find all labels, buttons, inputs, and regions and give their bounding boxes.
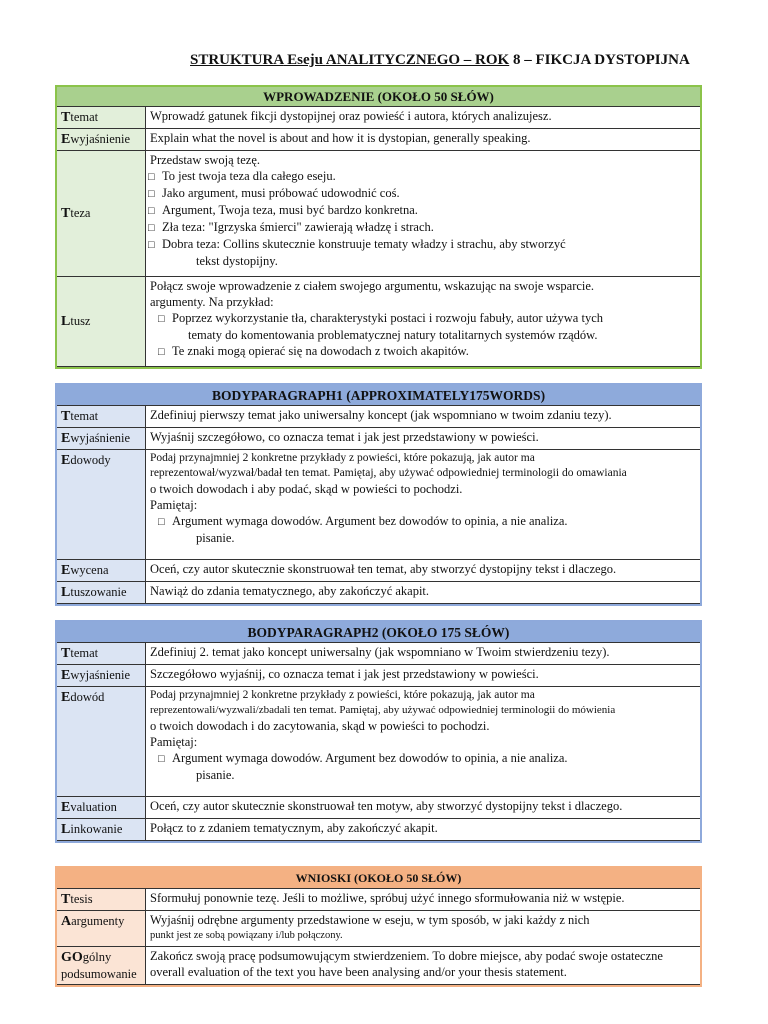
row-text-wyjasnienie: Szczegółowo wyjaśnij, co oznacza temat i jak jest przedstawiony w powieści. <box>146 665 701 687</box>
row-label-cap: L <box>61 822 71 837</box>
row-text-temat: Zdefiniuj pierwszy temat jako uniwersalny koncept (jak wspomniano w twoim zdaniu tezy). <box>146 406 701 428</box>
teza-bullet: □ Zła teza: "Igrzyska śmierci" zawierają władzę i strach. <box>150 219 696 236</box>
row-label-temat <box>57 107 146 129</box>
row-label-wyjasnienie <box>57 665 146 687</box>
row-label-rest: temat <box>70 646 99 660</box>
dowod-line: o twoich dowodach i do zacytowania, skąd w powieści to pochodzi. <box>150 719 490 733</box>
row-text-evaluation: Oceń, czy autor skutecznie skonstruował ten motyw, aby stworzyć dystopijny tekst i dlaczego. <box>146 797 701 819</box>
row-label-tesis <box>57 889 146 911</box>
row-text-ogolny-podsumowanie <box>146 947 701 985</box>
row-label-rest: tusz <box>70 314 91 328</box>
body-paragraph-2-section <box>55 620 702 843</box>
row-label-temat <box>57 643 146 665</box>
row-label-cap: T <box>61 206 71 221</box>
dowod-bullet-continuation: pisanie. <box>196 768 235 782</box>
row-label-rest: argumenty <box>71 914 125 928</box>
tusz-lead: Połącz swoje wprowadzenie z ciałem swojego argumentu, wskazując na swoje wsparcie. <box>150 279 595 293</box>
row-text-tusz <box>146 277 701 367</box>
row-text-temat: Wprowadź gatunek fikcji dystopijnej oraz powieść i autora, których analizujesz. <box>146 107 701 129</box>
podsumowanie-line: overall evaluation of the text you have been analysing and/or your thesis statement. <box>150 965 567 979</box>
conclusion-heading: WNIOSKI (OKOŁO 50 SŁÓW) <box>57 868 700 889</box>
body-paragraph-1-heading: BODYPARAGRAPH1 (APPROXIMATELY175WORDS) <box>57 385 700 406</box>
teza-bullet-continuation: tekst dystopijny. <box>196 254 278 268</box>
row-label-rest: tesis <box>70 892 93 906</box>
row-label-teza <box>57 151 146 277</box>
document-title <box>190 52 766 69</box>
body-paragraph-1-section <box>55 383 702 606</box>
row-label-cap: T <box>61 892 71 907</box>
row-label-wyjasnienie <box>57 428 146 450</box>
row-label-cap: E <box>61 668 71 683</box>
conclusion-section <box>55 866 702 987</box>
row-text-argumenty <box>146 911 701 947</box>
row-label-cap: L <box>61 585 71 600</box>
row-label-cap: E <box>61 563 71 578</box>
row-label-cap: E <box>61 690 71 705</box>
row-label-rest: wyjaśnienie <box>70 132 131 146</box>
row-label-temat <box>57 406 146 428</box>
title-part-2: Eseju <box>283 52 326 68</box>
argumenty-line: Wyjaśnij odrębne argumenty przedstawione w eseju, w tym sposób, w jaki każdy z nich <box>150 913 590 927</box>
row-text-teza <box>146 151 701 277</box>
row-label-cap: T <box>61 409 71 424</box>
row-label-tusz <box>57 277 146 367</box>
body-paragraph-2-heading: BODYPARAGRAPH2 (OKOŁO 175 SŁÓW) <box>57 622 700 643</box>
row-label-rest: wyjaśnienie <box>70 431 131 445</box>
tusz-bullet: □ Te znaki mogą opierać się na dowodach z twoich akapitów. <box>150 343 696 360</box>
teza-bullet: □ To jest twoja teza dla całego eseju. <box>150 168 696 185</box>
title-part-4: 8 – FIKCJA DYSTOPIJNA <box>509 52 690 68</box>
row-text-dowod <box>146 687 701 797</box>
teza-bullet: □ Argument, Twoja teza, musi być bardzo konkretna. <box>150 202 696 219</box>
row-label-argumenty <box>57 911 146 947</box>
row-label-rest: gólny <box>82 950 112 964</box>
row-label-rest: teza <box>70 206 91 220</box>
dowody-line: reprezentował/wyzwał/badał ten temat. Pamiętaj, aby używać odpowiedniej terminologii do omawiania <box>150 467 627 479</box>
dowod-line: Podaj przynajmniej 2 konkretne przykłady z powieści, które pokazują, jak autor ma <box>150 689 535 701</box>
argumenty-line: punkt jest ze sobą powiązany i/lub połączony. <box>150 930 343 941</box>
dowod-bullet: □ Argument wymaga dowodów. Argument bez dowodów to opinia, a nie analiza. <box>150 750 696 767</box>
row-text-tesis: Sformułuj ponownie tezę. Jeśli to możliwe, spróbuj użyć innego sformułowania niż w wstępie. <box>146 889 701 911</box>
row-label-dowody <box>57 450 146 560</box>
row-label-rest: inkowanie <box>70 822 123 836</box>
row-label-rest: dowód <box>70 690 105 704</box>
tusz-lead-2: argumenty. Na przykład: <box>150 295 274 309</box>
row-text-linkowanie: Połącz to z zdaniem tematycznym, aby zakończyć akapit. <box>146 819 701 841</box>
row-label-cap: T <box>61 646 71 661</box>
row-text-wyjasnienie: Explain what the novel is about and how it is dystopian, generally speaking. <box>146 129 701 151</box>
row-label-linkowanie <box>57 819 146 841</box>
teza-lead: Przedstaw swoją tezę. <box>150 153 261 167</box>
row-label-cap: A <box>61 914 72 929</box>
row-label-cap: E <box>61 132 71 147</box>
row-label-rest-2: podsumowanie <box>61 967 137 981</box>
row-label-cap: L <box>61 314 71 329</box>
podsumowanie-line: Zakończ swoją pracę podsumowującym stwierdzeniem. To dobre miejsce, aby podać swoje ostateczne <box>150 949 663 963</box>
remember-label: Pamiętaj: <box>150 498 198 512</box>
dowody-bullet-continuation: pisanie. <box>196 531 235 545</box>
introduction-section <box>55 85 702 369</box>
row-label-rest: wycena <box>70 563 109 577</box>
row-text-dowody <box>146 450 701 560</box>
row-text-temat: Zdefiniuj 2. temat jako koncept uniwersalny (jak wspomniano w Twoim stwierdzeniu tezy). <box>146 643 701 665</box>
row-label-cap: E <box>61 453 71 468</box>
row-label-wycena <box>57 560 146 582</box>
row-label-rest: tuszowanie <box>70 585 127 599</box>
row-label-cap: T <box>61 110 71 125</box>
row-label-wyjasnienie <box>57 129 146 151</box>
tusz-bullet-continuation: tematy do komentowania problematycznej natury totalitarnych systemów rządów. <box>188 328 598 342</box>
remember-label: Pamiętaj: <box>150 735 198 749</box>
tusz-bullet: □ Poprzez wykorzystanie tła, charakterystyki postaci i rozwoju fabuły, autor używa tych <box>150 310 696 327</box>
dowody-bullet: □ Argument wymaga dowodów. Argument bez dowodów to opinia, a nie analiza. <box>150 513 696 530</box>
title-part-3: ANALITYCZNEGO – ROK <box>325 52 510 68</box>
row-label-tuszowanie <box>57 582 146 604</box>
row-label-rest: dowody <box>70 453 111 467</box>
row-label-cap: E <box>61 800 71 815</box>
teza-bullet: □ Jako argument, musi próbować udowodnić coś. <box>150 185 696 202</box>
row-label-evaluation <box>57 797 146 819</box>
row-text-wycena: Oceń, czy autor skutecznie skonstruował ten temat, aby stworzyć dystopijny tekst i dlaczego. <box>146 560 701 582</box>
row-text-wyjasnienie: Wyjaśnij szczegółowo, co oznacza temat i jak jest przedstawiony w powieści. <box>146 428 701 450</box>
introduction-heading: WPROWADZENIE (OKOŁO 50 SŁÓW) <box>57 87 700 107</box>
row-label-rest: temat <box>70 110 99 124</box>
teza-bullet: □ Dobra teza: Collins skutecznie konstruuje tematy władzy i strachu, aby stworzyć <box>150 236 696 253</box>
row-label-rest: wyjaśnienie <box>70 668 131 682</box>
row-text-tuszowanie: Nawiąż do zdania tematycznego, aby zakończyć akapit. <box>146 582 701 604</box>
row-label-rest: temat <box>70 409 99 423</box>
title-part-1: STRUKTURA <box>190 52 284 68</box>
dowody-line: o twoich dowodach i aby podać, skąd w powieści to pochodzi. <box>150 482 463 496</box>
dowody-line: Podaj przynajmniej 2 konkretne przykłady z powieści, które pokazują, jak autor ma <box>150 452 535 464</box>
dowod-line: reprezentowali/wyzwali/zbadali ten temat. Pamiętaj, aby używać odpowiedniej terminologii do mówienia <box>150 704 616 716</box>
row-label-ogolny-podsumowanie <box>57 947 146 985</box>
row-label-cap: E <box>61 431 71 446</box>
row-label-cap: GO <box>61 950 83 965</box>
row-label-dowod <box>57 687 146 797</box>
row-label-rest: valuation <box>70 800 117 814</box>
